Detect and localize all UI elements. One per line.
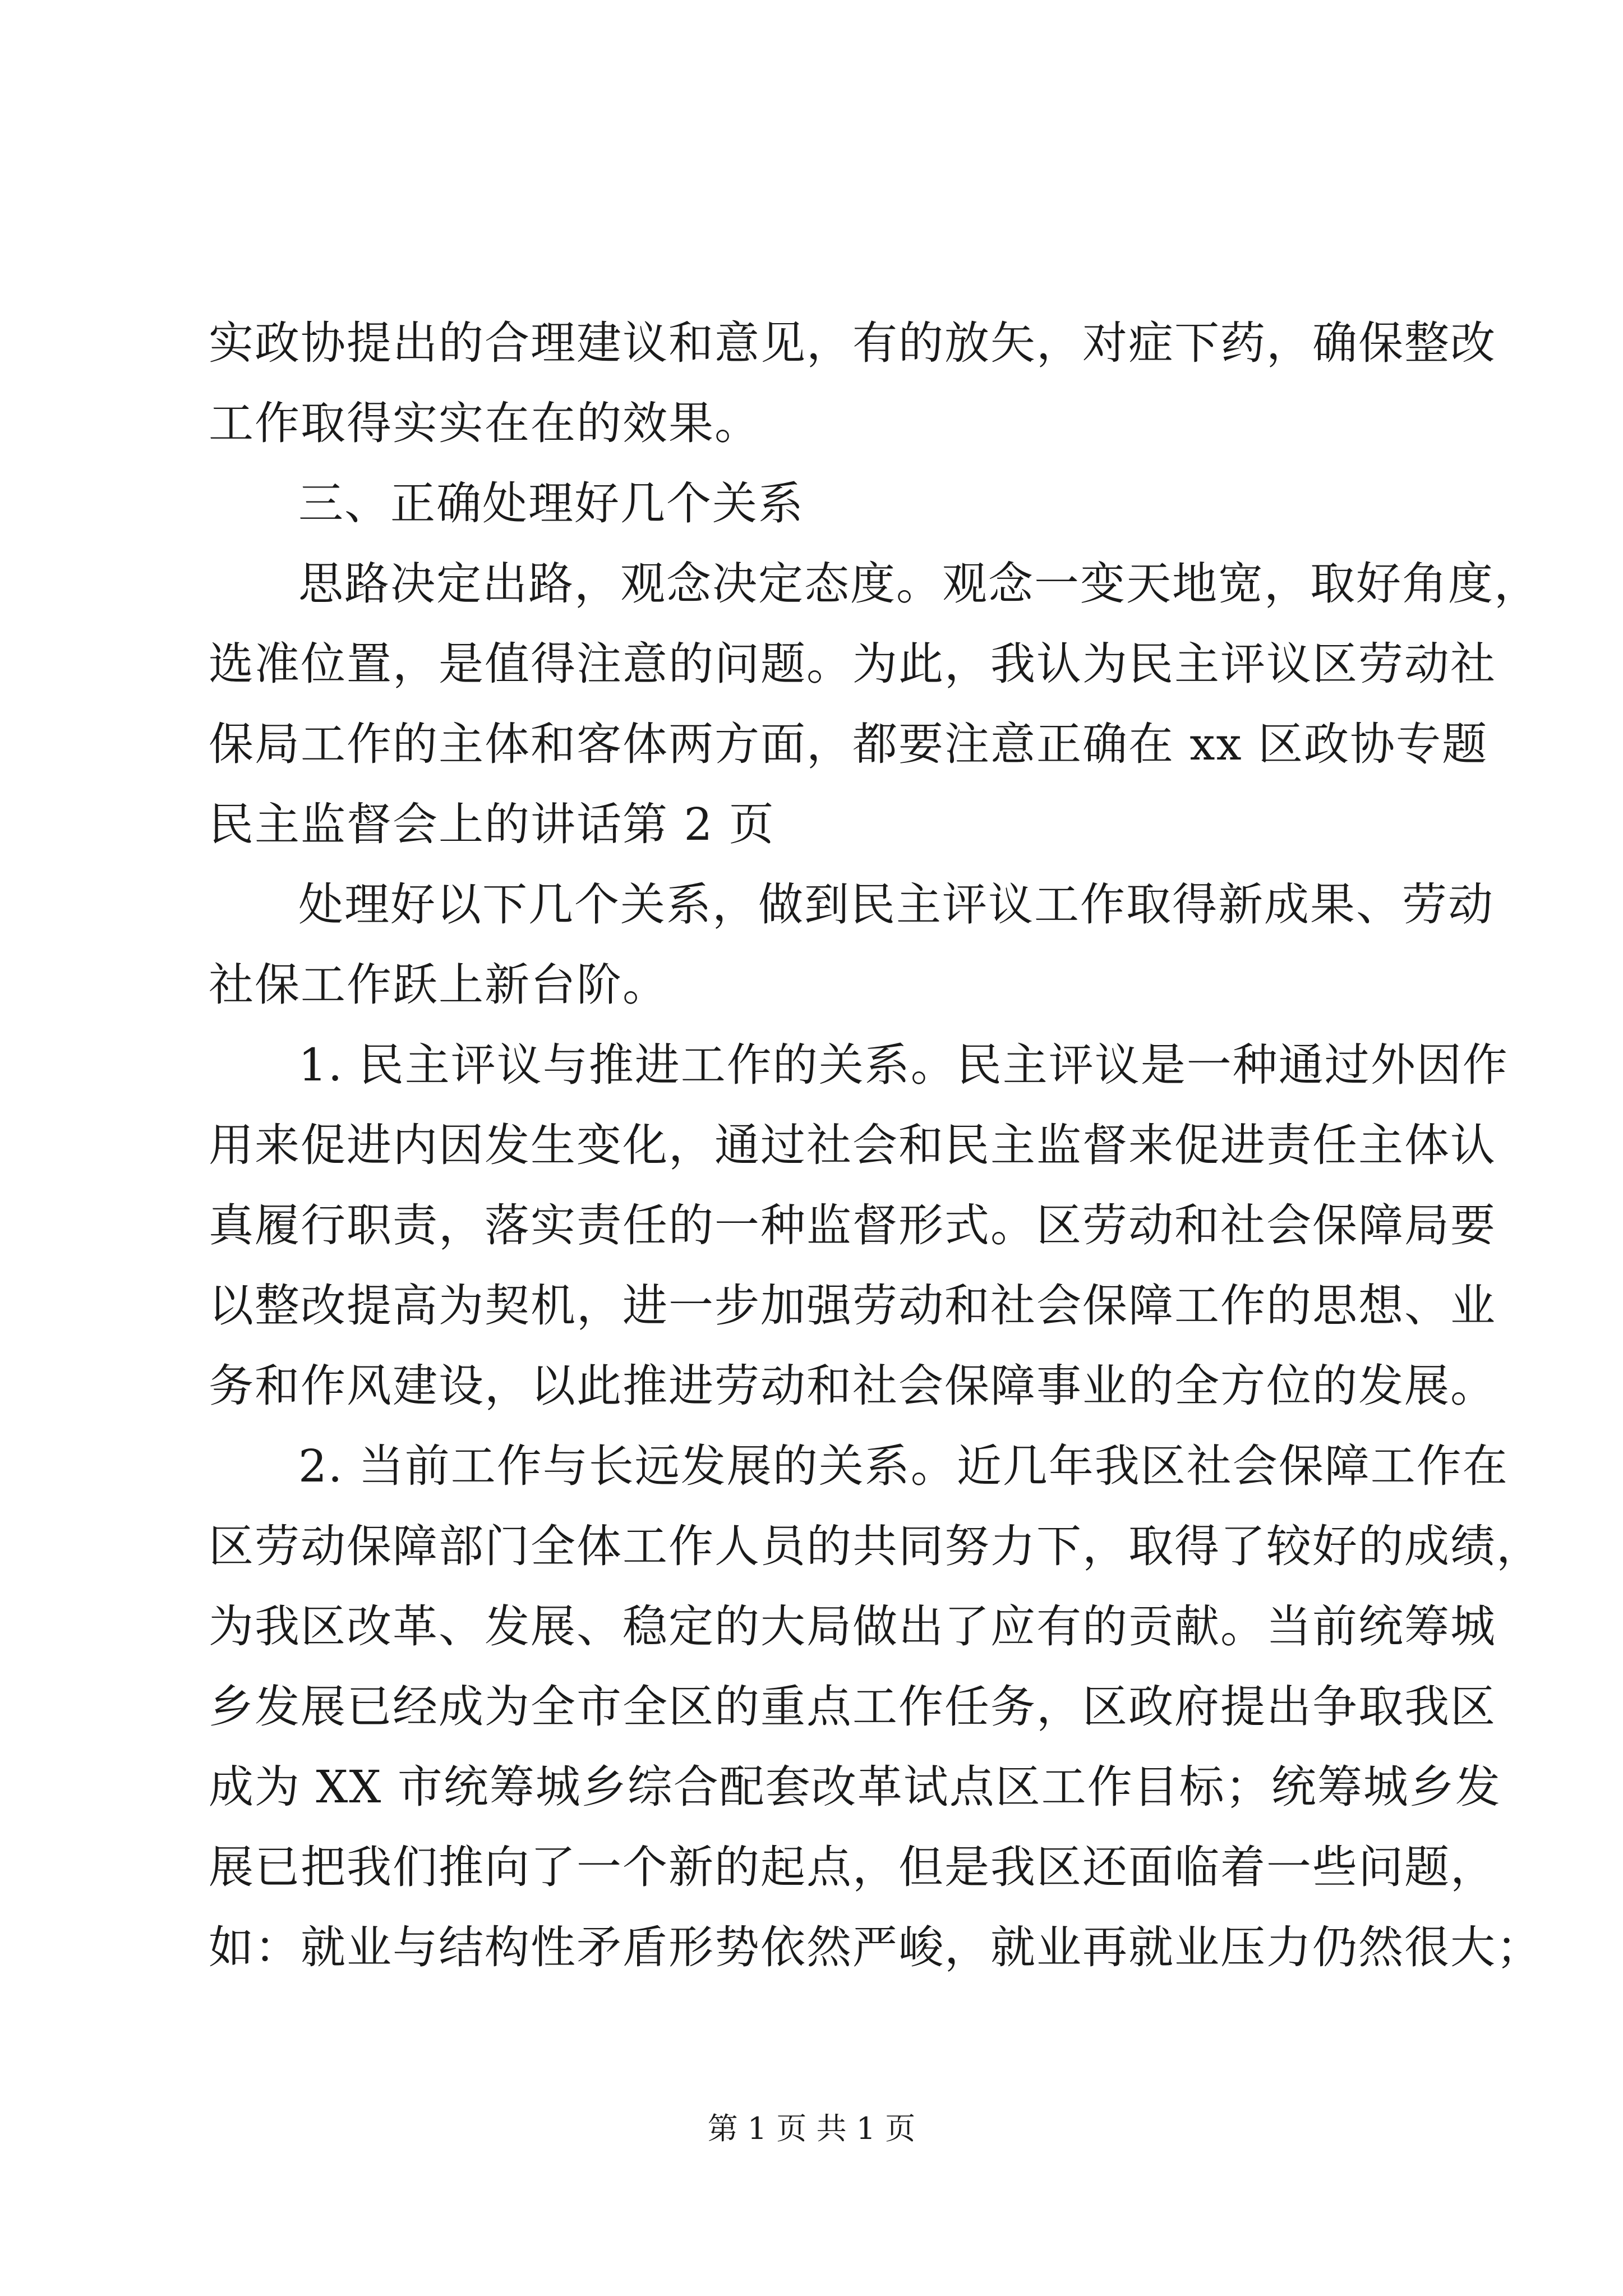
- text-line: 为我区改革、发展、稳定的大局做出了应有的贡献。当前统筹城: [209, 1600, 1496, 1653]
- text-line: 选准位置，是值得注意的问题。为此，我认为民主评议区劳动社: [209, 638, 1496, 690]
- text-line: 社保工作跃上新台阶。: [209, 959, 668, 1011]
- text-line: 2. 当前工作与长远发展的关系。近几年我区社会保障工作在: [298, 1440, 1509, 1492]
- text-line: 乡发展已经成为全市全区的重点工作任务，区政府提出争取我区: [209, 1681, 1496, 1733]
- text-line: 区劳动保障部门全体工作人员的共同努力下，取得了较好的成绩，: [209, 1520, 1542, 1572]
- text-line: 务和作风建设，以此推进劳动和社会保障事业的全方位的发展。: [209, 1360, 1496, 1412]
- text-line: 保局工作的主体和客体两方面，都要注意正确在 xx 区政协专题: [209, 718, 1488, 770]
- page-footer: 第 1 页 共 1 页: [707, 2111, 916, 2146]
- text-line: 民主监督会上的讲话第 2 页: [209, 798, 775, 850]
- text-line: 思路决定出路，观念决定态度。观念一变天地宽，取好角度，: [298, 558, 1540, 610]
- text-line: 以整改提高为契机，进一步加强劳动和社会保障工作的思想、业: [209, 1280, 1496, 1332]
- text-line: 展已把我们推向了一个新的起点，但是我区还面临着一些问题，: [209, 1841, 1496, 1893]
- section-heading: 三、正确处理好几个关系: [298, 477, 804, 530]
- text-line: 如：就业与结构性矛盾形势依然严峻，就业再就业压力仍然很大；: [209, 1921, 1542, 1973]
- text-line: 真履行职责，落实责任的一种监督形式。区劳动和社会保障局要: [209, 1199, 1496, 1251]
- text-line: 成为 XX 市统筹城乡综合配套改革试点区工作目标；统筹城乡发: [209, 1761, 1501, 1813]
- text-line: 工作取得实实在在的效果。: [209, 397, 760, 449]
- document-body: [209, 303, 1542, 1987]
- text-line: 处理好以下几个关系，做到民主评议工作取得新成果、劳动: [298, 878, 1494, 931]
- text-line: 实政协提出的合理建议和意见，有的放矢，对症下药，确保整改: [209, 317, 1496, 369]
- text-line: 用来促进内因发生变化，通过社会和民主监督来促进责任主体认: [209, 1119, 1496, 1171]
- text-line: 1. 民主评议与推进工作的关系。民主评议是一种通过外因作: [298, 1039, 1509, 1091]
